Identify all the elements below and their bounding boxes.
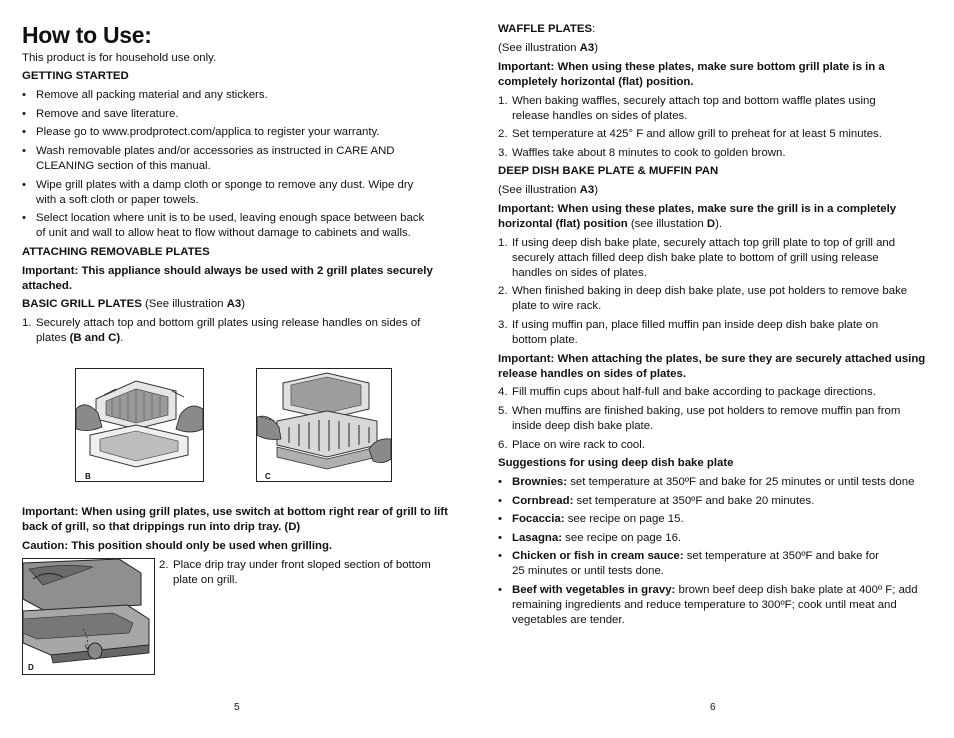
step-number: 6. <box>498 439 508 451</box>
grill-tilt-switch-illustration-d <box>23 559 154 674</box>
illustration-ref: A3 <box>226 298 242 310</box>
bullet-dot: • <box>22 179 26 191</box>
page-number-right: 6 <box>710 702 716 713</box>
bullet-dot: • <box>498 476 502 488</box>
suggestions-heading: Suggestions for using deep dish bake plate <box>498 457 734 469</box>
step-number: 2. <box>498 285 508 297</box>
step-text-line1: Securely attach top and bottom grill plates using release handles on sides of <box>36 317 421 329</box>
bullet-dot: • <box>498 495 502 507</box>
attach-important-line2: release handles on sides of plates. <box>498 368 687 380</box>
suggestion-label: Beef with vegetables in gravy: <box>512 584 676 596</box>
suggestion-label: Cornbread: <box>512 495 574 507</box>
step-number: 4. <box>498 386 508 398</box>
page-title: How to Use: <box>22 22 152 48</box>
paren-close: ) <box>594 184 599 196</box>
figure-d-label: D <box>28 663 34 672</box>
flat-position-text: horizontal (flat) position <box>498 218 628 230</box>
item-text-line: Remove and save literature. <box>36 108 179 120</box>
suggestion-label: Chicken or fish in cream sauce: <box>512 550 684 562</box>
figure-b-label: B <box>85 472 91 481</box>
step-number: 2. <box>498 128 508 140</box>
suggestion-detail: set temperature at 350ºF and bake for <box>683 550 879 562</box>
attach-important-line1: Important: When attaching the plates, be sure they are securely attached using <box>498 353 926 365</box>
item-text-line: of unit and wall to allow heat to flow without damage to cabinets and walls. <box>36 227 411 239</box>
item-text-line: Fill muffin cups about half-full and bake according to package directions. <box>512 386 876 398</box>
suggestion-text-line <box>512 512 684 527</box>
suggestion-text-line: 25 minutes or until tests done. <box>512 565 664 577</box>
bullet-dot: • <box>498 532 502 544</box>
waffle-heading <box>498 22 595 37</box>
item-text-line: Wipe grill plates with a damp cloth or sponge to remove any dust. Wipe dry <box>36 179 414 191</box>
important-note-1-line1: Important: This appliance should always be used with 2 grill plates securely <box>22 265 433 277</box>
see-text: (See illustration <box>498 42 580 54</box>
item-text-line: bottom plate. <box>512 334 578 346</box>
item-text-line: If using muffin pan, place filled muffin pan inside deep dish bake plate on <box>512 319 879 331</box>
suggestion-text-line <box>512 475 914 490</box>
item-text-line: Set temperature at 425° F and allow grill to preheat for at least 5 minutes. <box>512 128 882 140</box>
deep-see-illustration <box>498 183 598 198</box>
bullet-dot: • <box>498 584 502 596</box>
suggestion-label: Brownies: <box>512 476 568 488</box>
see-illustration-text: (see illustation <box>627 218 707 230</box>
bullet-dot: • <box>22 126 26 138</box>
colon: : <box>592 23 596 35</box>
item-text-line: inside deep dish bake plate. <box>512 420 654 432</box>
item-text-line: securely attach filled deep dish bake plate to bottom of grill using release <box>512 252 879 264</box>
item-text-line: Wash removable plates and/or accessories as instructed in CARE AND <box>36 145 395 157</box>
item-text-line: handles on sides of plates. <box>512 267 647 279</box>
step-number: 1. <box>498 95 508 107</box>
item-text-line: Waffles take about 8 minutes to cook to golden brown. <box>512 147 786 159</box>
getting-started-heading: GETTING STARTED <box>22 70 129 82</box>
item-text-line: When finished baking in deep dish bake plate, use pot holders to remove bake <box>512 285 908 297</box>
suggestion-text-line <box>512 549 879 564</box>
bullet-dot: • <box>22 212 26 224</box>
suggestion-text-line <box>512 531 681 546</box>
item-text-line: Place on wire rack to cool. <box>512 439 645 451</box>
figure-c-label: C <box>265 472 271 481</box>
suggestion-detail: set temperature at 350ºF and bake 20 minutes. <box>573 495 815 507</box>
item-text-line: When baking waffles, securely attach top and bottom waffle plates using <box>512 95 876 107</box>
basic-grill-plates-heading: BASIC GRILL PLATES <box>22 298 142 310</box>
item-text-line: Remove all packing material and any stickers. <box>36 89 268 101</box>
suggestion-label: Focaccia: <box>512 513 565 525</box>
item-text-line: Select location where unit is to be used, leaving enough space between back <box>36 212 425 224</box>
suggestion-label: Lasagna: <box>512 532 563 544</box>
paren-close: ) <box>594 42 599 54</box>
suggestion-text-line <box>512 583 918 598</box>
period: . <box>120 332 124 344</box>
illustration-ref: D <box>706 218 716 230</box>
suggestion-text-line: vegetables are tender. <box>512 614 625 626</box>
item-text-line: If using deep dish bake plate, securely attach top grill plate to top of grill and <box>512 237 896 249</box>
waffle-see-illustration <box>498 41 598 56</box>
suggestion-detail: see recipe on page 16. <box>562 532 682 544</box>
grill-open-illustration-c <box>257 369 391 481</box>
step-number: 3. <box>498 319 508 331</box>
bullet-dot: • <box>22 89 26 101</box>
illustration-d <box>22 558 155 675</box>
paren-close: ). <box>715 218 723 230</box>
deep-dish-heading: DEEP DISH BAKE PLATE & MUFFIN PAN <box>498 165 719 177</box>
step-number: 3. <box>498 147 508 159</box>
step-number: 1. <box>498 237 508 249</box>
waffle-important-line2: completely horizontal (flat) position. <box>498 76 694 88</box>
item-text-line: CLEANING section of this manual. <box>36 160 211 172</box>
suggestion-detail: set temperature at 350ºF and bake for 25 minutes or until tests done <box>567 476 915 488</box>
item-text-line: plate to wire rack. <box>512 300 602 312</box>
step-number: 5. <box>498 405 508 417</box>
item-text-line: When muffins are finished baking, use pot holders to remove muffin pan from <box>512 405 901 417</box>
bullet-dot: • <box>22 108 26 120</box>
caution-note: Caution: This position should only be used when grilling. <box>22 540 333 552</box>
item-text-line: Please go to www.prodprotect.com/applica to register your warranty. <box>36 126 380 138</box>
step-text-line2 <box>36 331 123 346</box>
see-text: (See illustration <box>498 184 580 196</box>
illustration-ref: A3 <box>579 184 595 196</box>
page-number-left: 5 <box>234 702 240 713</box>
suggestion-detail: see recipe on page 15. <box>564 513 684 525</box>
bullet-dot: • <box>22 145 26 157</box>
b-and-c-ref: (B and C) <box>69 332 121 344</box>
see-illustration-text: (See illustration <box>141 298 227 310</box>
illustration-ref: A3 <box>579 42 595 54</box>
grill-open-illustration-b <box>76 369 203 481</box>
suggestion-detail: brown beef deep dish bake plate at 400º F; add <box>675 584 918 596</box>
basic-grill-plates-line <box>22 297 245 312</box>
important-note-2-line1: Important: When using grill plates, use switch at bottom right rear of grill to lift <box>22 506 448 518</box>
household-note: This product is for household use only. <box>22 52 217 64</box>
important-note-1-line2: attached. <box>22 280 73 292</box>
bullet-dot: • <box>498 513 502 525</box>
item-text-line: with a soft cloth or paper towels. <box>36 194 199 206</box>
bullet-dot: • <box>498 550 502 562</box>
step-text-line1: Place drip tray under front sloped section of bottom <box>173 559 431 571</box>
suggestion-text-line: remaining ingredients and reduce temperature to 300ºF; cook until meat and <box>512 599 897 611</box>
step-text-line2: plate on grill. <box>173 574 238 586</box>
waffle-title: WAFFLE PLATES <box>498 23 593 35</box>
illustration-c <box>256 368 392 482</box>
suggestion-text-line <box>512 494 814 509</box>
step-number: 2. <box>159 559 169 571</box>
deep-important-line1: Important: When using these plates, make sure the grill is in a completely <box>498 203 897 215</box>
paren-close: ) <box>241 298 246 310</box>
attaching-heading: ATTACHING REMOVABLE PLATES <box>22 246 210 258</box>
important-note-2-line2: back of grill, so that drippings run into drip tray. (D) <box>22 521 301 533</box>
step-number: 1. <box>22 317 32 329</box>
waffle-important-line1: Important: When using these plates, make sure bottom grill plate is in a <box>498 61 885 73</box>
item-text-line: release handles on sides of plates. <box>512 110 688 122</box>
deep-important-line2 <box>498 217 722 232</box>
plates-text: plates <box>36 332 70 344</box>
illustration-b <box>75 368 204 482</box>
